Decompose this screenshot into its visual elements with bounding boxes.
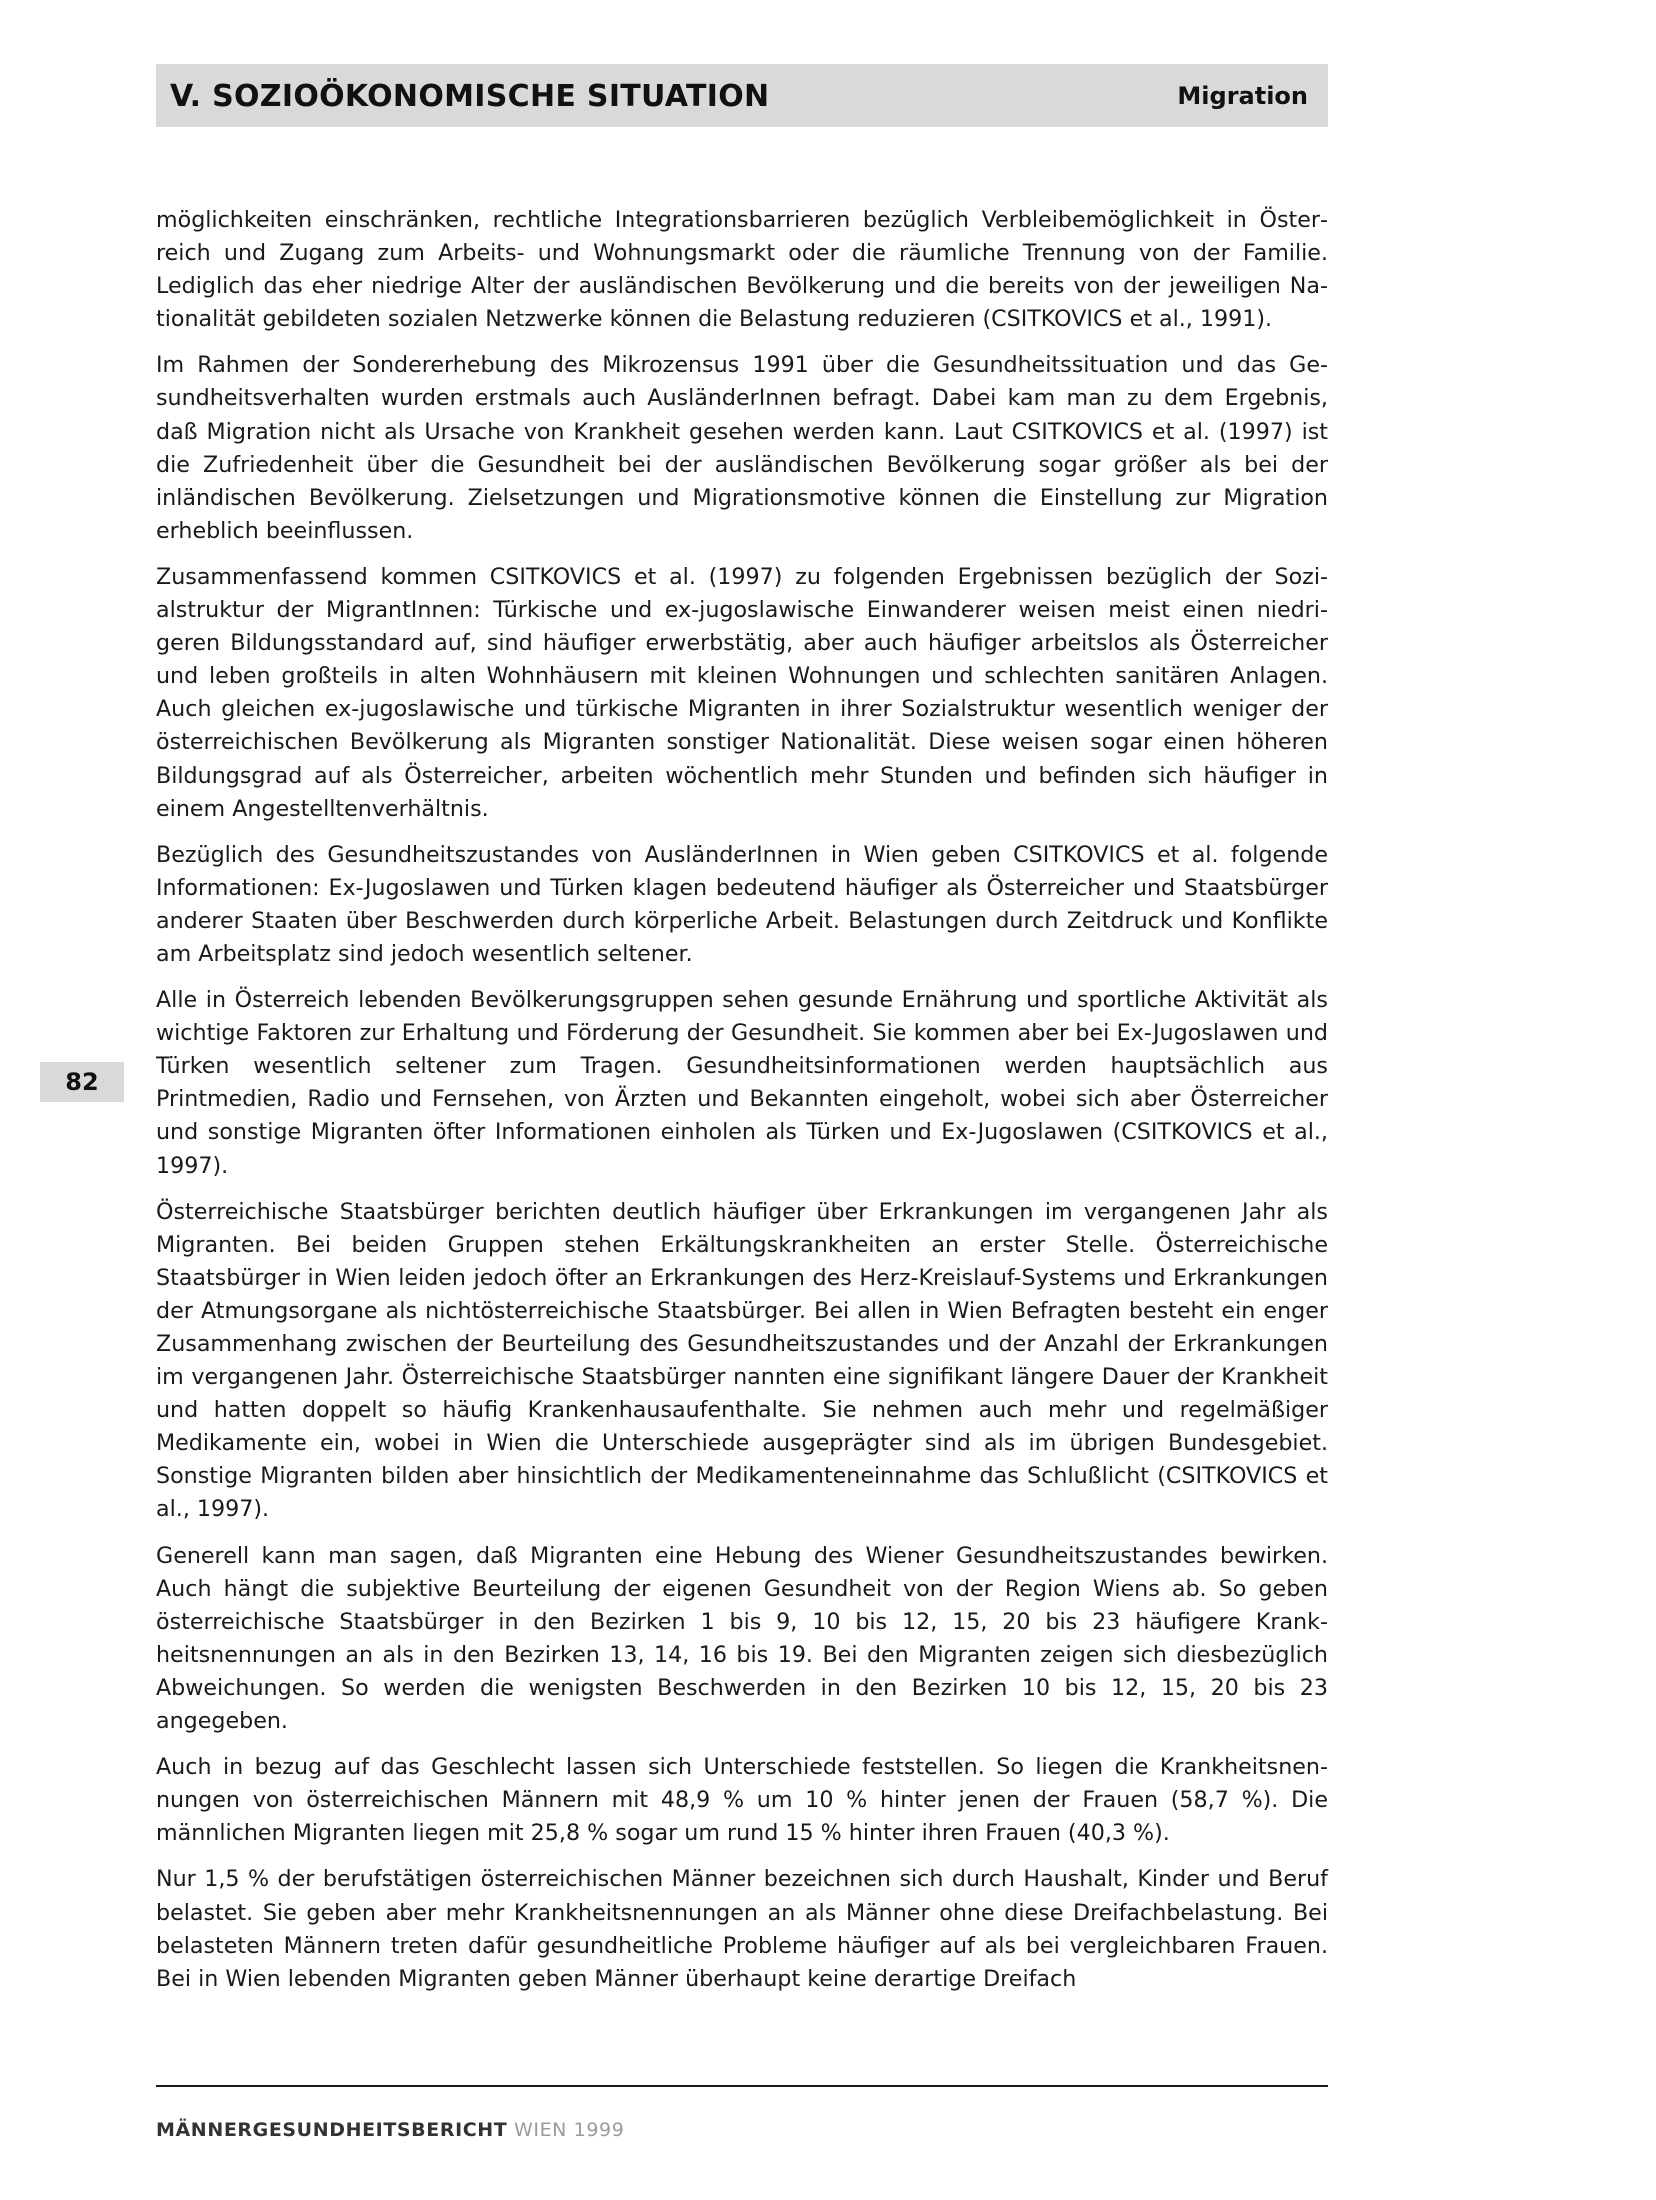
footer-report-title: MÄNNERGESUNDHEITSBERICHT (156, 2119, 508, 2141)
paragraph: Nur 1,5 % der berufstätigen österreichischen Männer bezeichnen sich durch Haushalt, Kinder und Beruf belastet. Sie geben aber mehr Krankheitsnennungen an als Männer ohne diese Dreifachbelastung. Bei belasteten Männern treten dafür gesundheitliche Probleme häufiger auf als bei vergleichbaren Frauen. Bei in Wien lebenden Migranten geben Männer überhaupt keine derartige Dreifach (156, 1866, 1328, 1992)
chapter-title: V. SOZIOÖKONOMISCHE SITUATION (170, 79, 770, 114)
footer (156, 2119, 624, 2141)
section-label: Migration (1177, 82, 1308, 110)
paragraph: Im Rahmen der Sondererhebung des Mikrozensus 1991 über die Gesundheitssituation und das Gesundheitsverhalten wurden erstmals auch AusländerInnen befragt. Dabei kam man zu dem Ergebnis, daß Migration nicht als Ursache von Krankheit gesehen werden kann. Laut CSITKOVICS et al. (1997) ist die Zufriedenheit über die Gesundheit bei der ausländischen Bevölkerung sogar größer als bei der inländischen Bevölkerung. Zielsetzungen und Migrationsmotive können die Einstellung zur Migration erheblich beeinflussen. (156, 352, 1328, 544)
paragraph: Alle in Österreich lebenden Bevölkerungsgruppen sehen gesunde Ernährung und sportliche Aktivität als wichtige Faktoren zur Erhaltung und Förderung der Gesundheit. Sie kommen aber bei Ex-Jugoslawen und Türken wesentlich seltener zum Tragen. Gesundheitsinformationen werden hauptsächlich aus Printmedien, Radio und Fernsehen, von Ärzten und Bekannten eingeholt, wobei sich aber Österreicher und sonstige Migranten öfter Informationen einholen als Türken und Ex-Jugoslawen (CSITKOVICS et al., 1997). (156, 987, 1328, 1179)
section-header-bar (156, 64, 1328, 127)
paragraph: Generell kann man sagen, daß Migranten eine Hebung des Wiener Gesundheitszustandes bewirken. Auch hängt die subjektive Beurteilung der eigenen Gesundheit von der Region Wiens ab. So geben österreichische Staatsbürger in den Bezirken 1 bis 9, 10 bis 12, 15, 20 bis 23 häufigere Krankheitsnennungen an als in den Bezirken 13, 14, 16 bis 19. Bei den Migranten zeigen sich diesbezüglich Abweichungen. So werden die wenigsten Beschwerden in den Bezirken 10 bis 12, 15, 20 bis 23 angegeben. (156, 1542, 1328, 1735)
paragraph: Auch in bezug auf das Geschlecht lassen sich Unterschiede feststellen. So liegen die Krankheitsnennungen von österreichischen Männern mit 48,9 % um 10 % hinter jenen der Frauen (58,7 %). Die männlichen Migranten liegen mit 25,8 % sogar um rund 15 % hinter ihren Frauen (40,3 %). (156, 1754, 1328, 1847)
page-number: 82 (40, 1062, 124, 1102)
paragraph: möglichkeiten einschränken, rechtliche Integrationsbarrieren bezüglich Verbleibemöglichkeit in Österreich und Zugang zum Arbeits- und Wohnungsmarkt oder die räumliche Trennung von der Familie. Lediglich das eher niedrige Alter der ausländischen Bevölkerung und die bereits von der jeweiligen Nationalität gebildeten sozialen Netzwerke können die Belastung reduzieren (CSITKOVICS et al., 1991). (156, 207, 1328, 333)
body-text (156, 204, 1328, 2009)
paragraph: Österreichische Staatsbürger berichten deutlich häufiger über Erkrankungen im vergangenen Jahr als Migranten. Bei beiden Gruppen stehen Erkältungskrankheiten an erster Stelle. Österreichische Staatsbürger in Wien leiden jedoch öfter an Erkrankungen des Herz-Kreislauf-Systems und Erkrankungen der Atmungsorgane als nichtösterreichische Staatsbürger. Bei allen in Wien Befragten besteht ein enger Zusammenhang zwischen der Beurteilung des Gesundheitszustandes und der Anzahl der Erkrankungen im vergangenen Jahr. Österreichische Staatsbürger nannten eine signifikant längere Dauer der Krankheit und hatten doppelt so häufig Krankenhausaufenthalte. Sie nehmen auch mehr und regelmäßiger Medikamente ein, wobei in Wien die Unterschiede ausgeprägter sind als im übrigen Bundesgebiet. Sonstige Migranten bilden aber hinsichtlich der Medikamenteneinnahme das Schlußlicht (CSITKOVICS et al., 1997). (156, 1198, 1328, 1523)
footer-report-subtitle: WIEN 1999 (507, 2119, 625, 2141)
paragraph: Zusammenfassend kommen CSITKOVICS et al. (1997) zu folgenden Ergebnissen bezüglich der Sozialstruktur der MigrantInnen: Türkische und ex-jugoslawische Einwanderer weisen meist einen niedrigeren Bildungsstandard auf, sind häufiger erwerbstätig, aber auch häufiger arbeitslos als Österreicher und leben großteils in alten Wohnhäusern mit kleinen Wohnungen und schlechten sanitären Anlagen. Auch gleichen ex-jugoslawische und türkische Migranten in ihrer Sozialstruktur wesentlich weniger der österreichischen Bevölkerung als Migranten sonstiger Nationalität. Diese weisen sogar einen höheren Bildungsgrad auf als Österreicher, arbeiten wöchentlich mehr Stunden und befinden sich häufiger in einem Angestelltenverhältnis. (156, 563, 1328, 822)
paragraph: Bezüglich des Gesundheitszustandes von AusländerInnen in Wien geben CSITKOVICS et al. folgende Informationen: Ex-Jugoslawen und Türken klagen bedeutend häufiger als Österreicher und Staatsbürger anderer Staaten über Beschwerden durch körperliche Arbeit. Belastungen durch Zeitdruck und Konflikte am Arbeitsplatz sind jedoch wesentlich seltener. (156, 841, 1328, 967)
footer-divider (156, 2085, 1328, 2087)
